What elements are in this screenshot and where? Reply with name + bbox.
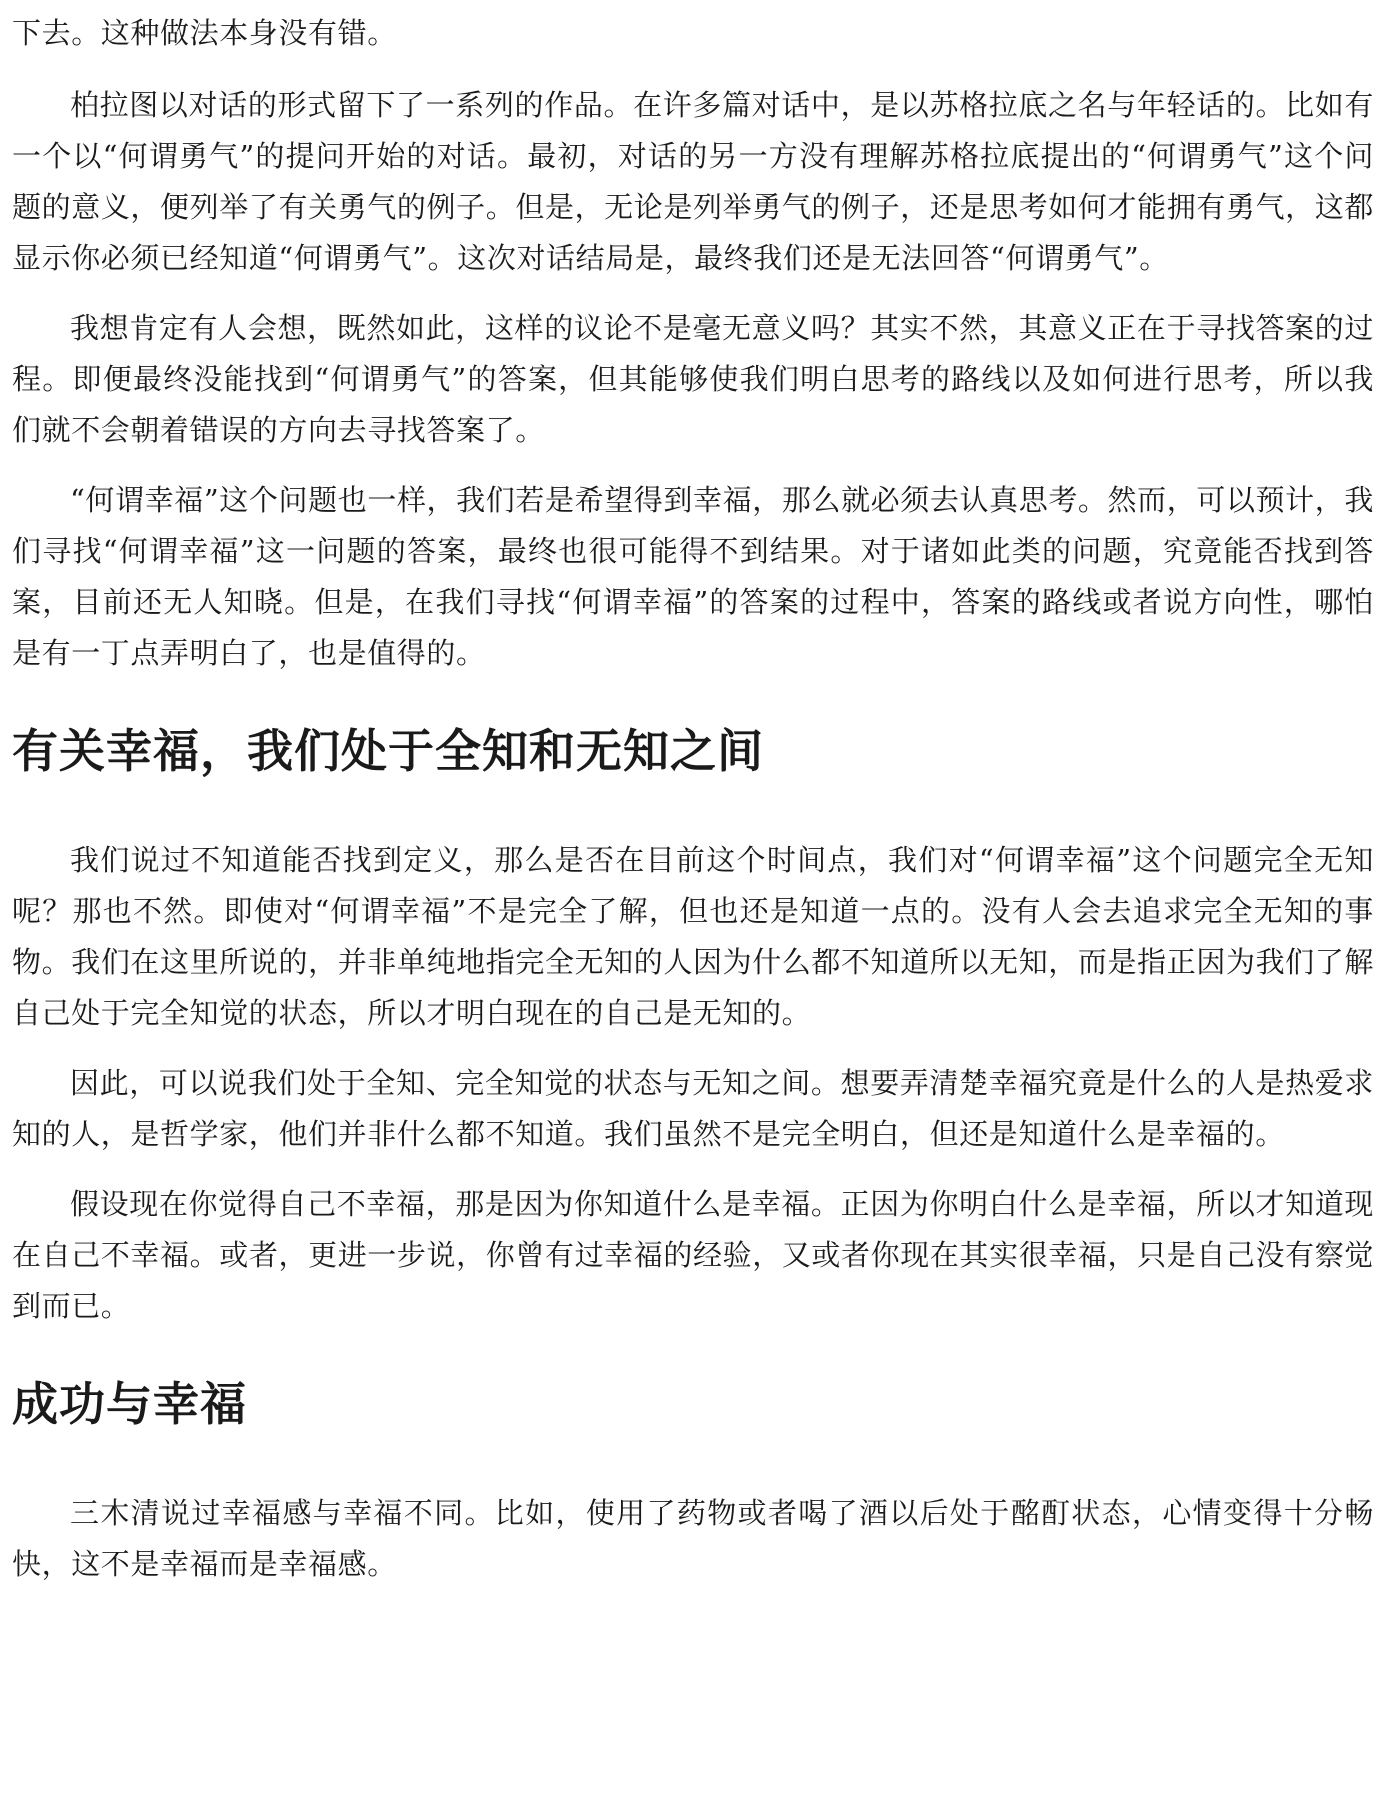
paragraph-what-is-happiness: “何谓幸福”这个问题也一样，我们若是希望得到幸福，那么就必须去认真思考。然而，可以预计，我们寻找“何谓幸福”这一问题的答案，最终也很可能得不到结果。对于诸如此类的问题，究竟能否找到答案，目前还无人知晓。但是，在我们寻找“何谓幸福”的答案的过程中，答案的路线或者说方向性，哪怕是有一丁点弄明白了，也是值得的。 <box>12 483 1374 670</box>
paragraph-not-completely-ignorant: 我们说过不知道能否找到定义，那么是否在目前这个时间点，我们对“何谓幸福”这个问题完全无知呢？那也不然。即使对“何谓幸福”不是完全了解，但也还是知道一点的。没有人会去追求完全无知的事物。我们在这里所说的，并非单纯地指完全无知的人因为什么都不知道所以无知，而是指正因为我们了解自己处于完全知觉的状态，所以才明白现在的自己是无知的。 <box>12 843 1374 1030</box>
document-page <box>12 8 1374 1609</box>
paragraph-continued: 下去。这种做法本身没有错。 <box>12 16 397 50</box>
paragraph-between-knowing: 因此，可以说我们处于全知、完全知觉的状态与无知之间。想要弄清楚幸福究竟是什么的人是热爱求知的人，是哲学家，他们并非什么都不知道。我们虽然不是完全明白，但还是知道什么是幸福的。 <box>12 1066 1374 1151</box>
paragraph-plato-dialogue: 柏拉图以对话的形式留下了一系列的作品。在许多篇对话中，是以苏格拉底之名与年轻话的。比如有一个以“何谓勇气”的提问开始的对话。最初，对话的另一方没有理解苏格拉底提出的“何谓勇气”这个问题的意义，便列举了有关勇气的例子。但是，无论是列举勇气的例子，还是思考如何才能拥有勇气，这都显示你必须已经知道“何谓勇气”。这次对话结局是，最终我们还是无法回答“何谓勇气”。 <box>12 88 1374 275</box>
section-heading-knowledge: 有关幸福，我们处于全知和无知之间 <box>12 724 764 778</box>
section-heading-success: 成功与幸福 <box>12 1377 247 1431</box>
paragraph-miki-kiyoshi: 三木清说过幸福感与幸福不同。比如，使用了药物或者喝了酒以后处于酩酊状态，心情变得十分畅快，这不是幸福而是幸福感。 <box>12 1496 1374 1581</box>
paragraph-meaning-of-search: 我想肯定有人会想，既然如此，这样的议论不是毫无意义吗？其实不然，其意义正在于寻找答案的过程。即便最终没能找到“何谓勇气”的答案，但其能够使我们明白思考的路线以及如何进行思考，所以我们就不会朝着错误的方向去寻找答案了。 <box>12 311 1374 447</box>
paragraph-feeling-unhappy: 假设现在你觉得自己不幸福，那是因为你知道什么是幸福。正因为你明白什么是幸福，所以才知道现在自己不幸福。或者，更进一步说，你曾有过幸福的经验，又或者你现在其实很幸福，只是自己没有察觉到而已。 <box>12 1187 1374 1323</box>
